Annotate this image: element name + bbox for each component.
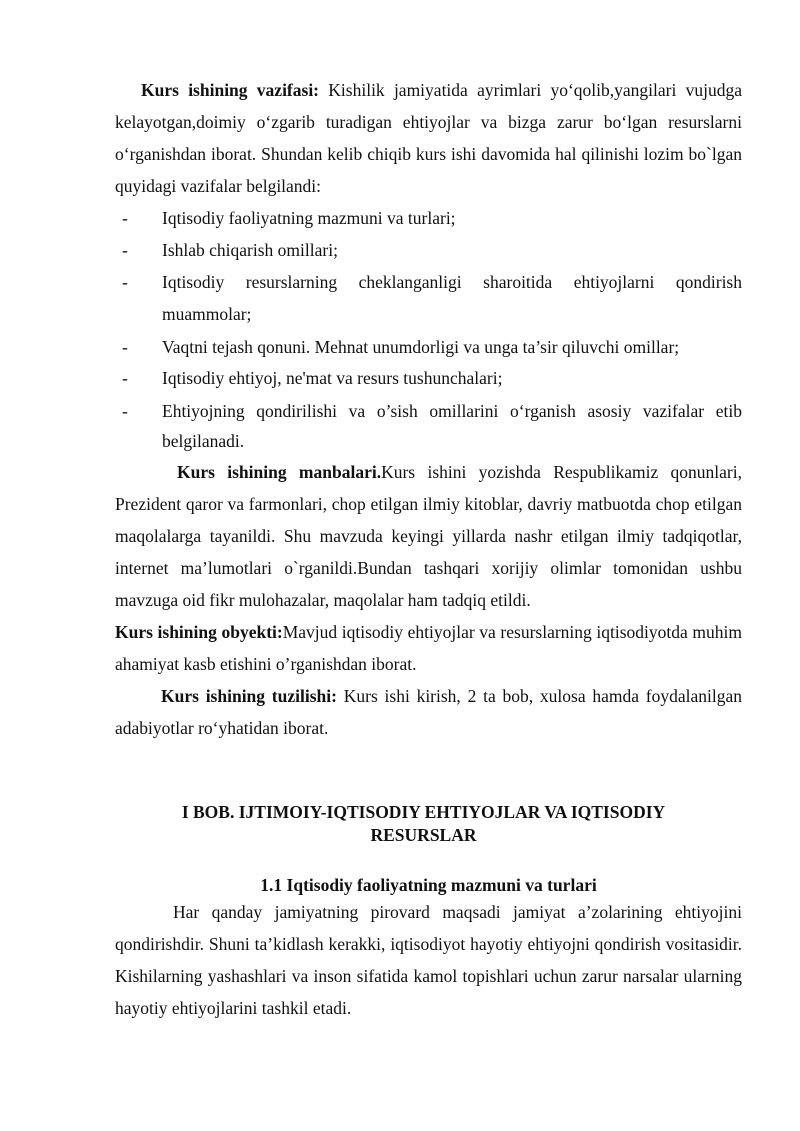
vazifasi-label: Kurs ishining vazifasi: bbox=[141, 80, 320, 100]
chapter-title: I BOB. IJTIMOIY-IQTISODIY EHTIYOJLAR VA IQTISODIY RESURSLAR bbox=[181, 802, 666, 845]
tuzilishi-label: Kurs ishining tuzilishi: bbox=[161, 686, 337, 706]
obyekti-text: Mavjud iqtisodiy ehtiyojlar va resurslarning iqtisodiyotda muhim ahamiyat kasb etishini o’rganishdan iborat. bbox=[115, 622, 742, 674]
obyekti-label: Kurs ishining obyekti: bbox=[115, 622, 283, 642]
manbalari-label: Kurs ishining manbalari. bbox=[177, 462, 382, 482]
list-item: - Iqtisodiy ehtiyoj, ne'mat va resurs tushunchalari; bbox=[115, 362, 742, 394]
task-list bbox=[115, 202, 742, 456]
dash-bullet: - bbox=[122, 240, 128, 260]
dash-bullet: - bbox=[122, 401, 128, 421]
dash-bullet: - bbox=[122, 368, 128, 388]
paragraph-manbalari bbox=[115, 456, 742, 616]
document-page bbox=[115, 74, 742, 1024]
paragraph-vazifasi bbox=[115, 74, 742, 202]
paragraph-obyekti bbox=[115, 616, 742, 680]
dash-bullet: - bbox=[122, 337, 128, 357]
dash-bullet: - bbox=[122, 208, 128, 228]
section-title: 1.1 Iqtisodiy faoliyatning mazmuni va turlari bbox=[260, 875, 597, 895]
manbalari-text: Kurs ishini yozishda Respublikamiz qonunlari, Prezident qaror va farmonlari, chop etilgan ilmiy kitoblar, davriy matbuotda chop etilgan maqolalarga tayanildi. Shu mavzuda keyingi yillarda nashr etilgan ilmiy tadqiqotlar, internet ma’lumotlari o`rganildi.Bundan tashqari xorijiy olimlar tomonidan ushbu mavzuga oid fikr mulohazalar, maqolalar ham tadqiq etildi. bbox=[115, 462, 742, 610]
vazifasi-text: Kishilik jamiyatida ayrimlari yo‘qolib,yangilari vujudga kelayotgan,doimiy o‘zgarib turadigan ehtiyojlar va bizga zarur bo‘lgan resurslarni o‘rganishdan iborat. Shundan kelib chiqib kurs ishi davomida hal qilinishi lozim bo`lgan quyidagi vazifalar belgilandi: bbox=[115, 80, 742, 196]
paragraph-tuzilishi bbox=[115, 680, 742, 744]
list-item: - Ehtiyojning qondirilishi va o’sish omillarini o‘rganish asosiy vazifalar etib belgilanadi. bbox=[115, 394, 742, 456]
list-item: - Ishlab chiqarish omillari; bbox=[115, 234, 742, 266]
list-item: - Iqtisodiy resurslarning cheklanganligi sharoitida ehtiyojlarni qondirish muammolar; bbox=[115, 266, 742, 330]
paragraph-section-body: Har qanday jamiyatning pirovard maqsadi jamiyat a’zolarining ehtiyojini qondirishdir. Shuni ta’kidlash kerakki, iqtisodiyot hayotiy ehtiyojni qondirish vositasidir. Kishilarning yashashlari va inson sifatida kamol topishlari uchun zarur narsalar ularning hayotiy ehtiyojlarini tashkil etadi. bbox=[115, 902, 742, 1018]
dash-bullet: - bbox=[122, 272, 128, 292]
list-item: - Iqtisodiy faoliyatning mazmuni va turlari; bbox=[115, 202, 742, 234]
tuzilishi-text: Kurs ishi kirish, 2 ta bob, xulosa hamda foydalanilgan adabiyotlar ro‘yhatidan iborat. bbox=[115, 686, 742, 738]
list-item: - Vaqtni tejash qonuni. Mehnat unumdorligi va unga ta’sir qiluvchi omillar; bbox=[115, 330, 742, 362]
